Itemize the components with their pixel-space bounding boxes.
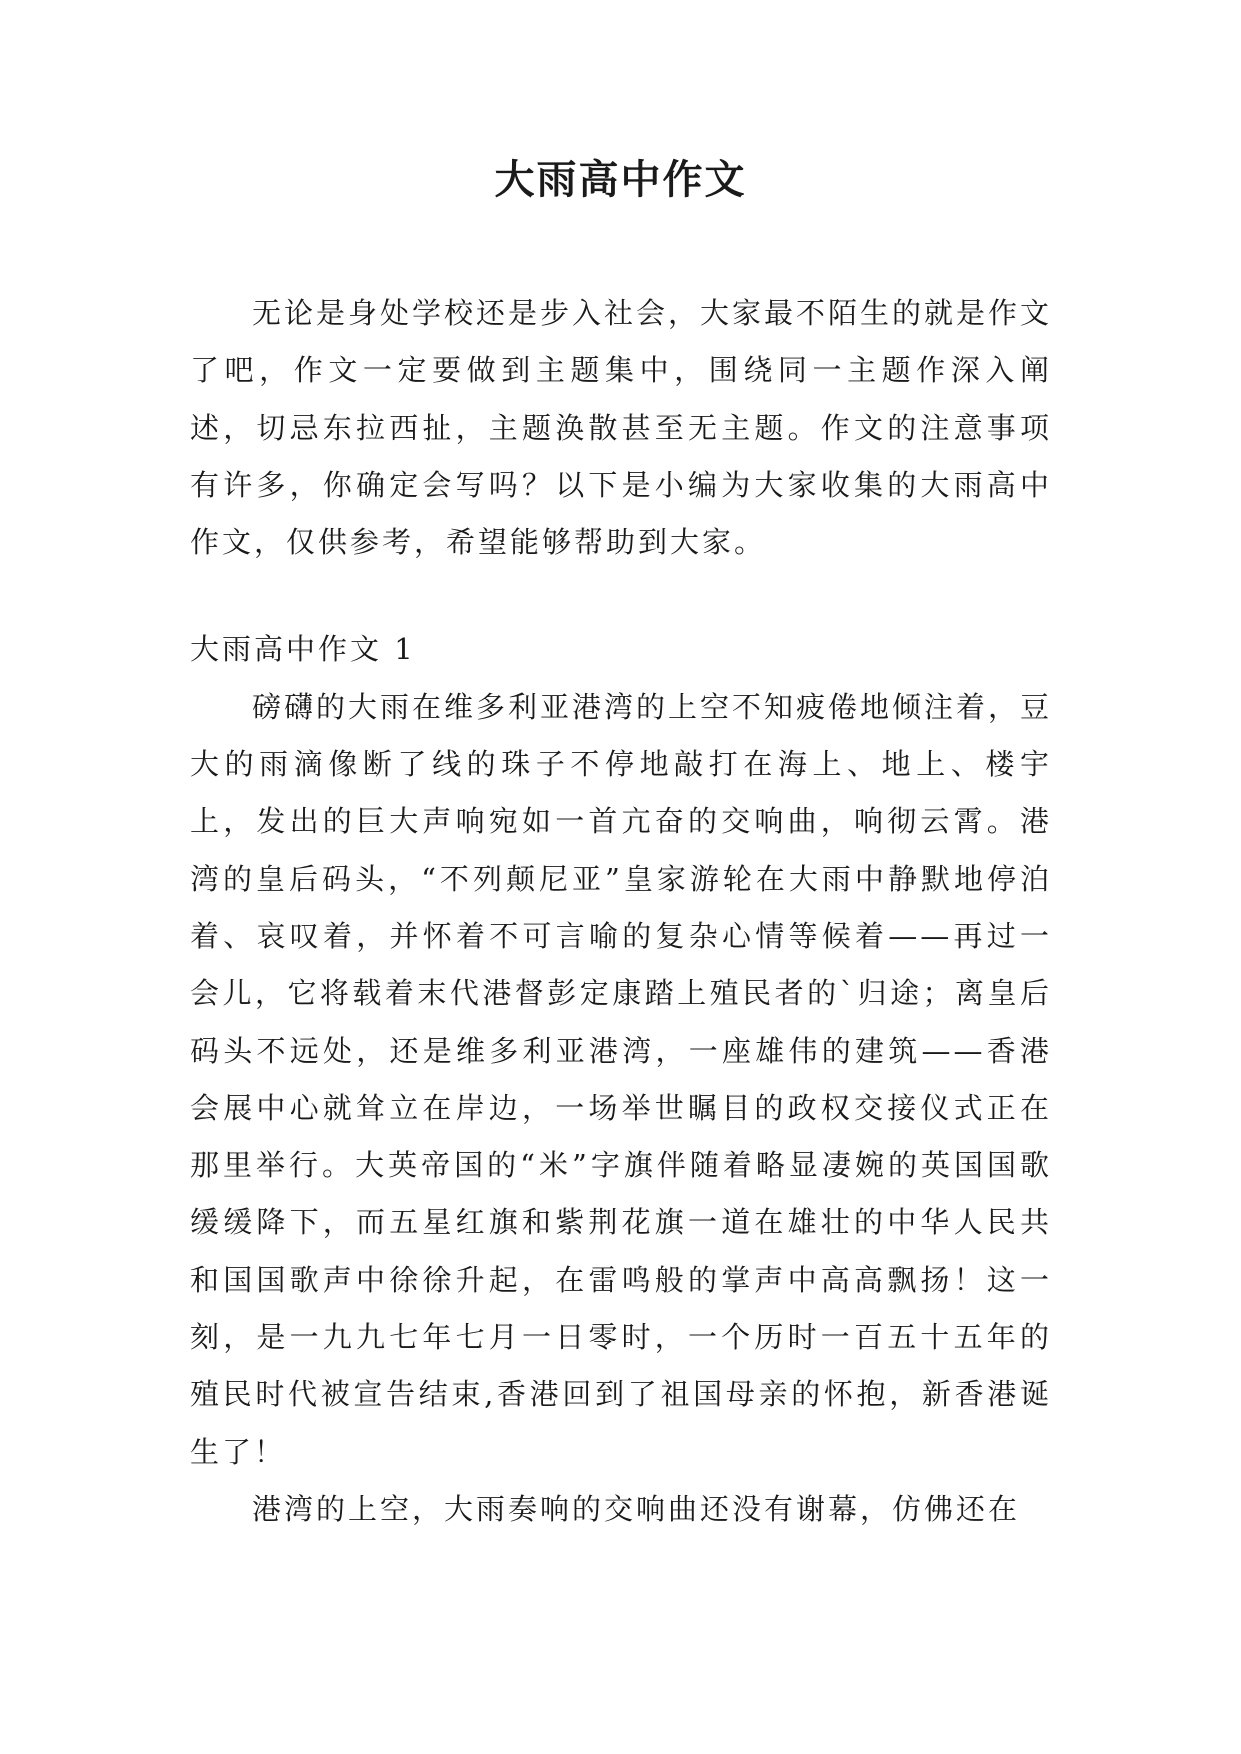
section-heading: 大雨高中作文 1 bbox=[190, 632, 416, 667]
body-paragraph-1: 磅礴的大雨在维多利亚港湾的上空不知疲倦地倾注着，豆大的雨滴像断了线的珠子不停地敲打在海上、地上、楼宇上，发出的巨大声响宛如一首亢奋的交响曲，响彻云霄。港湾的皇后码头，“不列颠尼亚”皇家游轮在大雨中静默地停泊着、哀叹着，并怀着不可言喻的复杂心情等候着——再过一会儿，它将载着末代港督彭定康踏上殖民者的`归途；离皇后码头不远处，还是维多利亚港湾，一座雄伟的建筑——香港会展中心就耸立在岸边，一场举世瞩目的政权交接仪式正在那里举行。大英帝国的“米”字旗伴随着略显凄婉的英国国歌缓缓降下，而五星红旗和紫荆花旗一道在雄壮的中华人民共和国国歌声中徐徐升起，在雷鸣般的掌声中高高飘扬！这一刻，是一九九七年七月一日零时，一个历时一百五十五年的殖民时代被宣告结束,香港回到了祖国母亲的怀抱，新香港诞生了！ bbox=[190, 689, 1053, 1469]
document-body bbox=[190, 285, 1052, 1538]
intro-paragraph: 无论是身处学校还是步入社会，大家最不陌生的就是作文了吧，作文一定要做到主题集中，围绕同一主题作深入阐述，切忌东拉西扯，主题涣散甚至无主题。作文的注意事项有许多，你确定会写吗？以下是小编为大家收集的大雨高中作文，仅供参考，希望能够帮助到大家。 bbox=[190, 296, 1053, 560]
body-paragraph-2: 港湾的上空，大雨奏响的交响曲还没有谢幕，仿佛还在 bbox=[252, 1491, 1021, 1526]
document-title: 大雨高中作文 bbox=[494, 157, 747, 203]
